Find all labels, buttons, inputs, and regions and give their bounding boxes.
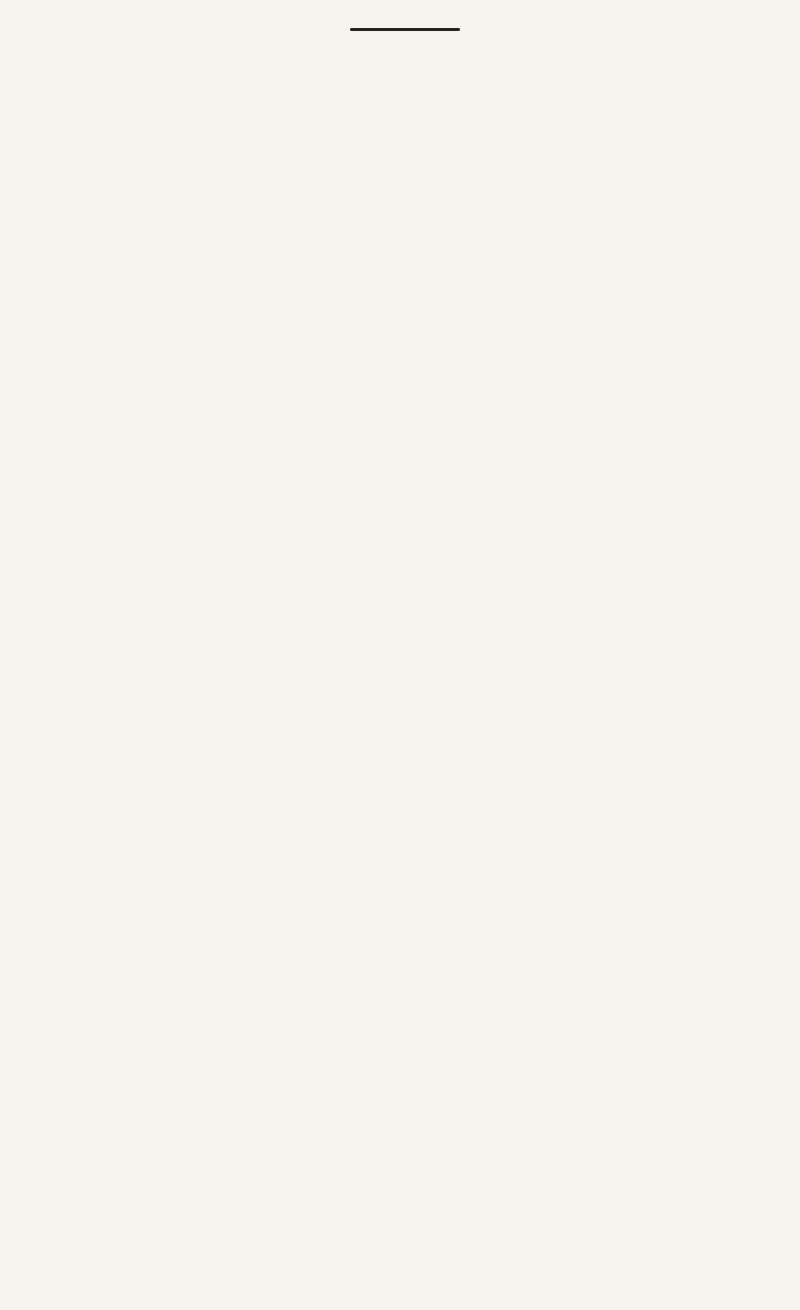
divider-rule [350, 28, 460, 31]
